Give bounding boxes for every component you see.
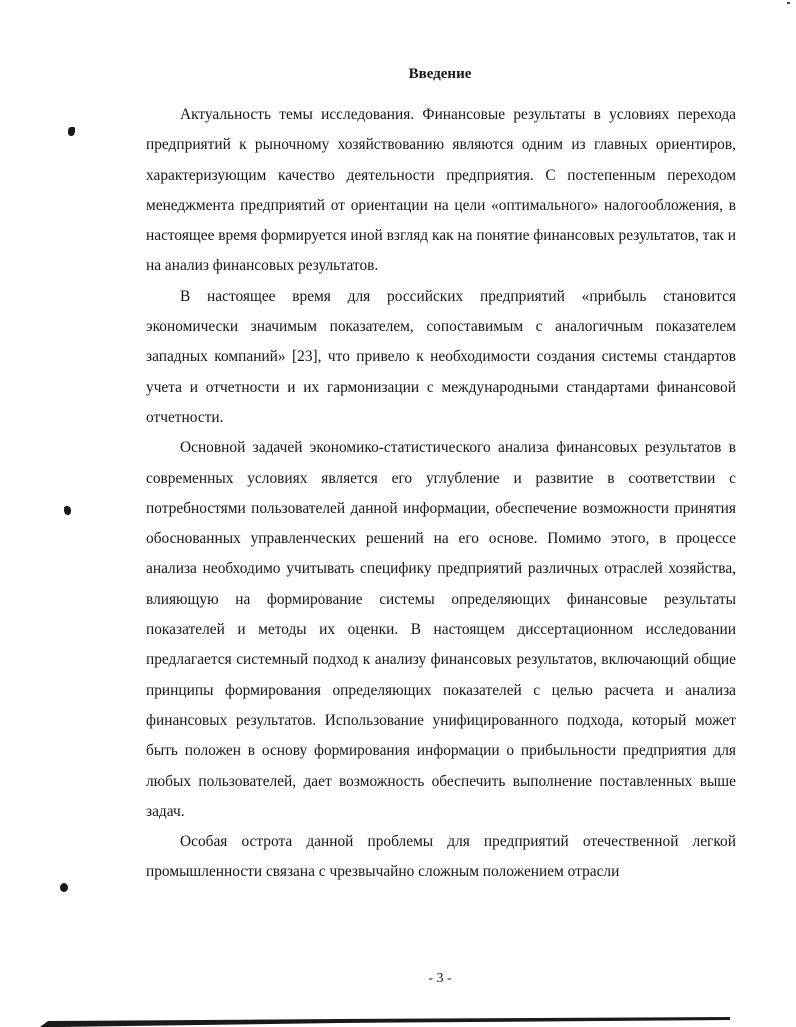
scan-bottom-edge: [40, 1014, 730, 1027]
binder-hole-mark-top: [68, 127, 75, 136]
page-number: - 3 -: [428, 971, 452, 986]
scan-corner-mark: [787, 2, 790, 4]
paragraph-1: Актуальность темы исследования. Финансовые результаты в условиях перехода предприятий к рыночному хозяйствованию являются одним из главных ориентиров, характеризующим качество деятельности предприятия. С постепенным переходом менеджмента предприятий от ориентации на цели «оптимального» налогообложения, в настоящее время формируется иной взгляд как на понятие финансовых результатов, так и на анализ финансовых результатов.: [146, 106, 736, 275]
binder-hole-mark-middle: [64, 506, 71, 515]
paragraph-4: Особая острота данной проблемы для предприятий отечественной легкой промышленности связана с чрезвычайно сложным положением отрасли: [146, 833, 736, 881]
binder-hole-mark-bottom: [60, 883, 68, 892]
body-text: [146, 100, 736, 888]
page-title: Введение: [408, 66, 472, 82]
paragraph-2: В настоящее время для российских предприятий «прибыль становится экономически значимым показателем, сопоставимым с аналогичным показателем западных компаний» [23], что привело к необходимости создания системы стандартов учета и отчетности и их гармонизации с международными стандартами финансовой отчетности.: [146, 287, 736, 426]
paragraph-3: Основной задачей экономико-статистического анализа финансовых результатов в современных условиях является его углубление и развитие в соответствии с потребностями пользователей данной информации, обеспечение возможности принятия обоснованных управленческих решений на его основе. Помимо этого, в процессе анализа необходимо учитывать специфику предприятий различных отраслей хозяйства, влияющую на формирование системы определяющих финансовые результаты показателей и методы их оценки. В настоящем диссертационном исследовании предлагается системный подход к анализу финансовых результатов, включающий общие принципы формирования определяющих показателей с целью расчета и анализа финансовых результатов. Использование унифицированного подхода, который может быть положен в основу формирования информации о прибыльности предприятия для любых пользователей, дает возможность обеспечить выполнение поставленных выше задач.: [146, 439, 736, 820]
